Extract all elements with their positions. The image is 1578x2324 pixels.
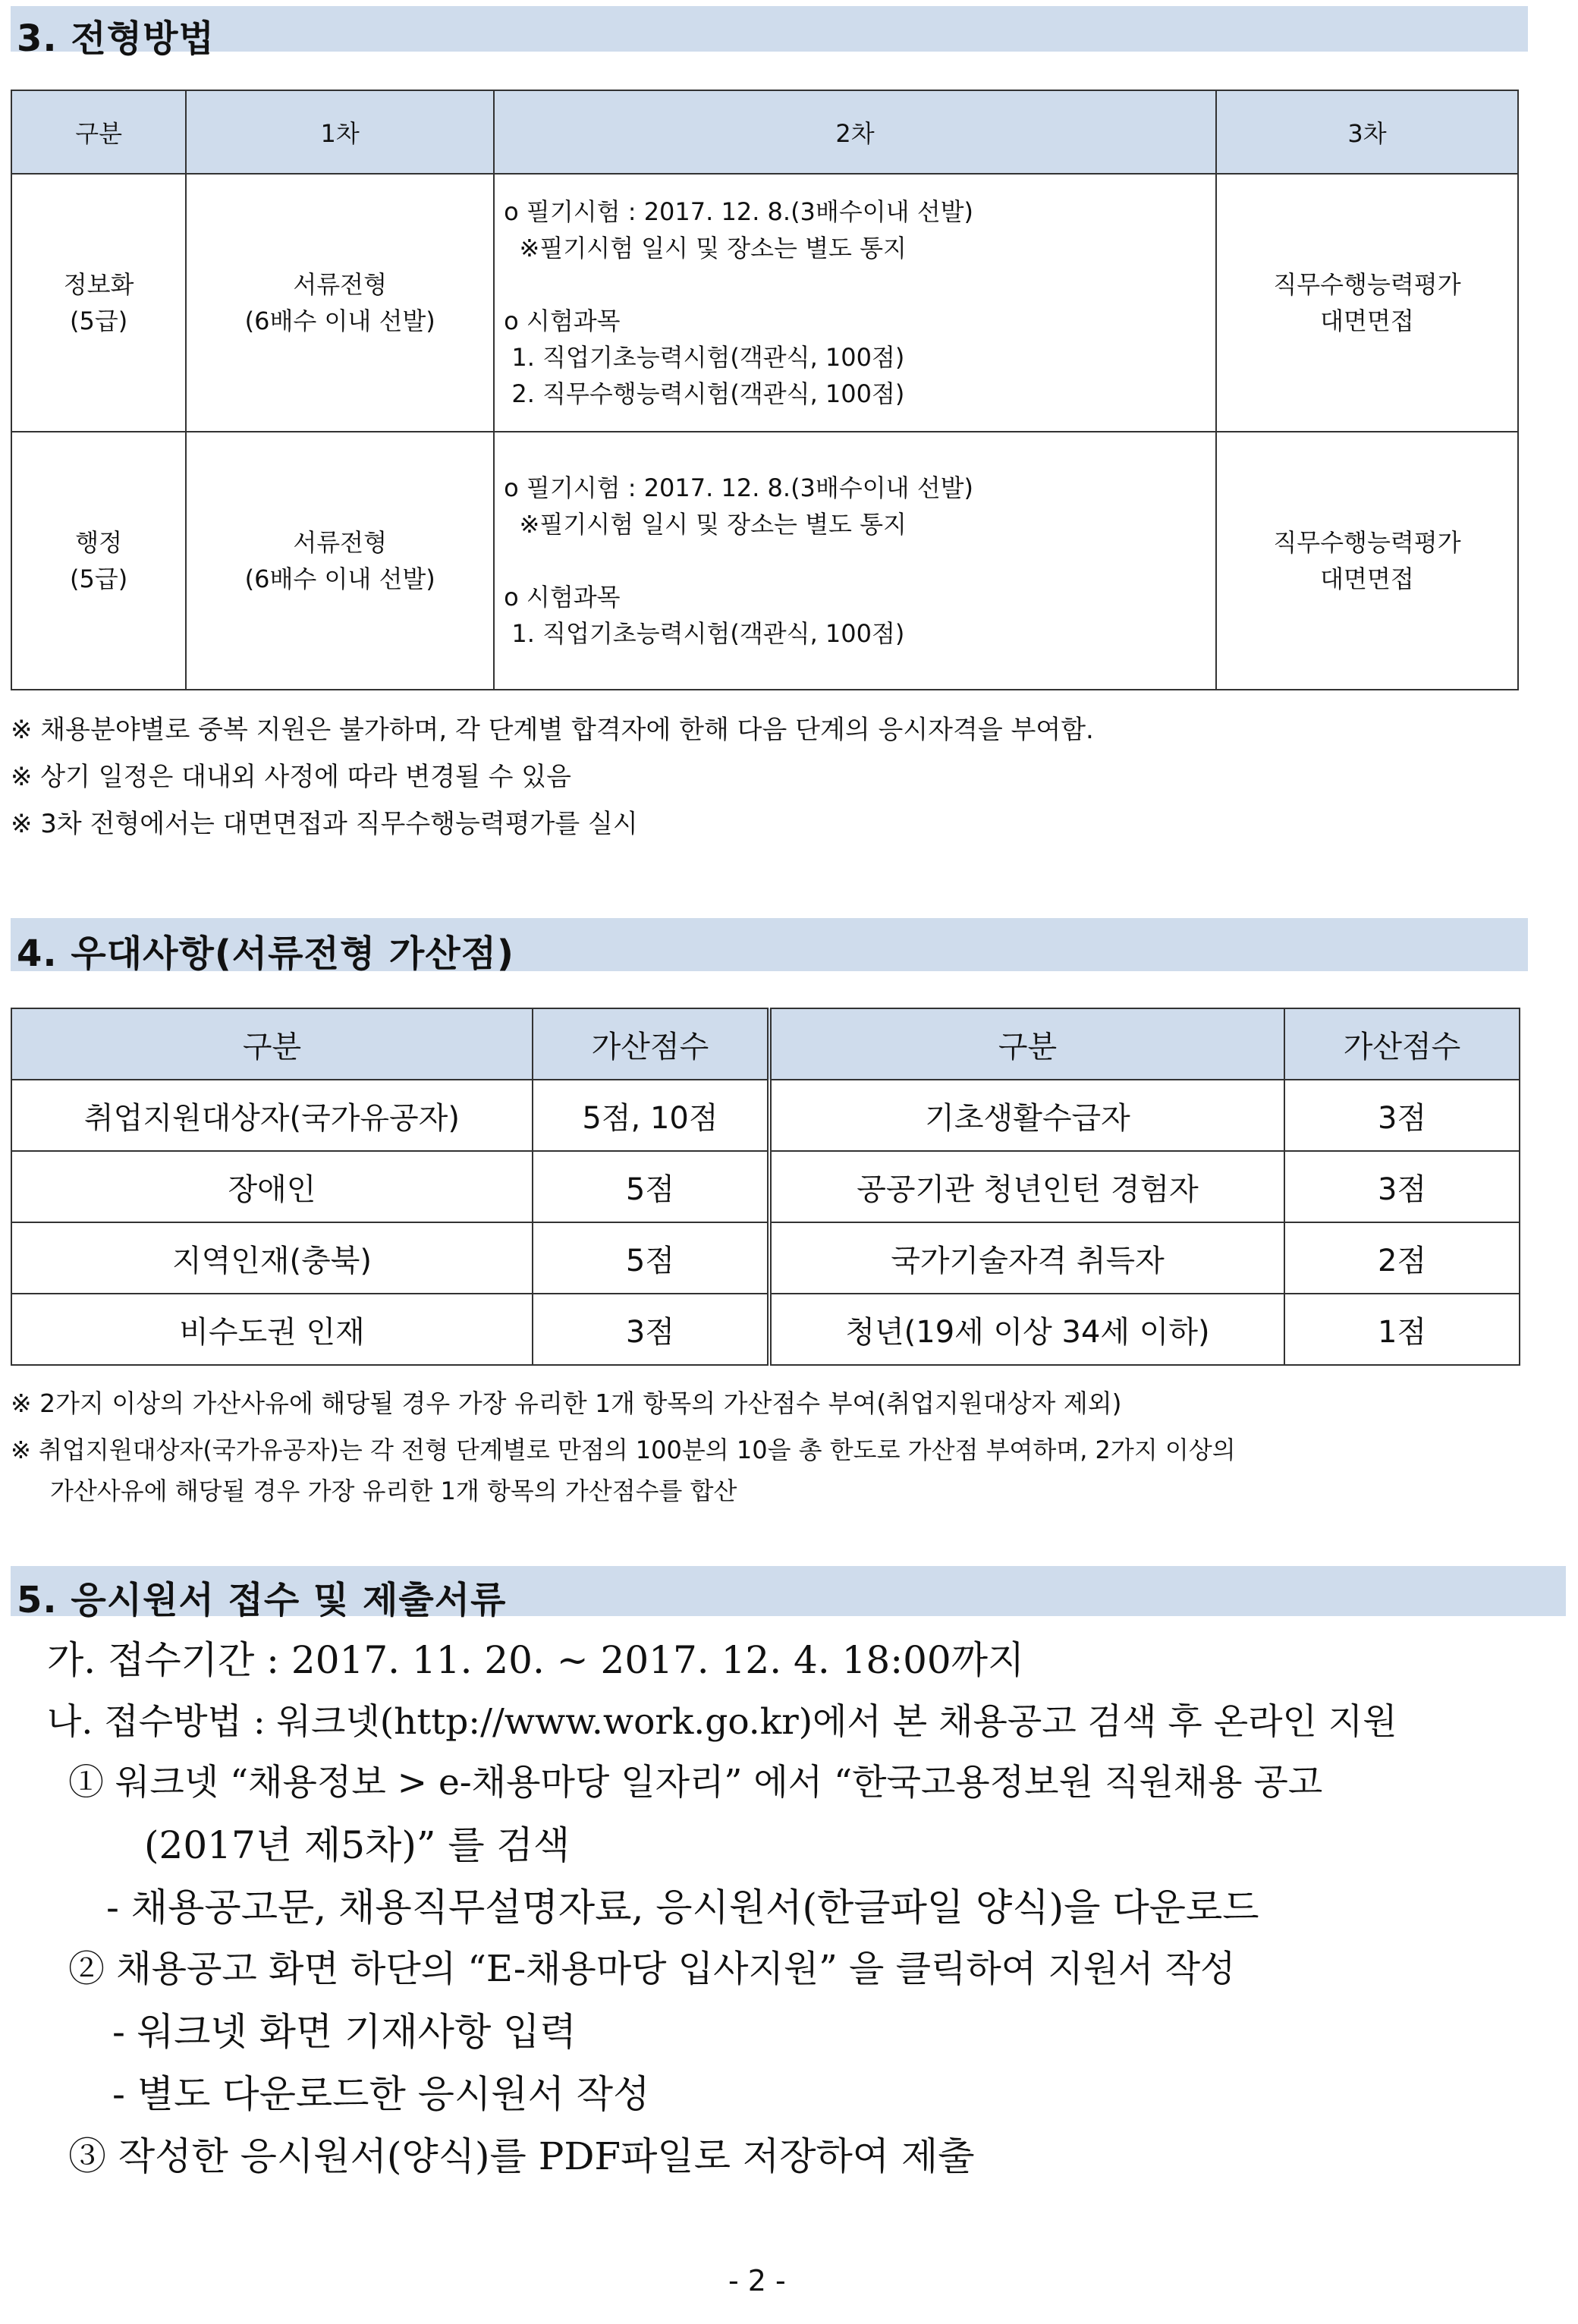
table-header-row xyxy=(11,90,1518,174)
step-1: ① 워크넷 “채용정보 > e-채용마당 일자리” 에서 “한국고용정보원 직원채용 공고 xyxy=(68,1762,1323,1804)
cell-points: 5점 xyxy=(533,1151,769,1222)
header-second: 2차 xyxy=(494,90,1216,174)
row-third: 직무수행능력평가 대면면접 xyxy=(1216,432,1518,690)
header-category: 구분 xyxy=(11,90,186,174)
cell-points: 2점 xyxy=(1284,1222,1520,1294)
application-period: 가. 접수기간 : 2017. 11. 20. ~ 2017. 12. 4. 18:00까지 xyxy=(47,1638,1025,1682)
section4-note: ※ 2가지 이상의 가산사유에 해당될 경우 가장 유리한 1개 항목의 가산점수 부여(취업지원대상자 제외) xyxy=(11,1388,1122,1418)
section4-title: 4. 우대사항(서류전형 가산점) xyxy=(17,932,514,975)
selection-method-table xyxy=(11,90,1519,690)
section4-note: ※ 취업지원대상자(국가유공자)는 각 전형 단계별로 만점의 100분의 10을 총 한도로 가산점 부여하며, 2가지 이상의 xyxy=(11,1436,1236,1464)
step-2-write: - 별도 다운로드한 응시원서 작성 xyxy=(112,2072,650,2116)
section5-title: 5. 응시원서 접수 및 제출서류 xyxy=(17,1579,507,1621)
step-1-continued: (2017년 제5차)” 를 검색 xyxy=(144,1823,571,1867)
table-row xyxy=(11,1151,1520,1222)
cell-category: 취업지원대상자(국가유공자) xyxy=(11,1080,533,1151)
cell-points: 3점 xyxy=(1284,1151,1520,1222)
section3-header-bar xyxy=(11,6,1528,60)
table-row xyxy=(11,1222,1520,1294)
table-row xyxy=(11,432,1518,690)
cell-category: 지역인재(충북) xyxy=(11,1222,533,1294)
preference-points-table xyxy=(11,1008,1520,1366)
cell-points: 3점 xyxy=(1284,1080,1520,1151)
cell-category: 장애인 xyxy=(11,1151,533,1222)
page-number: - 2 - xyxy=(728,2264,786,2297)
row-category: 정보화 (5급) xyxy=(11,174,186,432)
section4-header-bar xyxy=(11,918,1528,975)
section4-note: 가산사유에 해당될 경우 가장 유리한 1개 항목의 가산점수를 합산 xyxy=(50,1476,737,1505)
cell-points: 3점 xyxy=(533,1294,769,1365)
header-points: 가산점수 xyxy=(533,1008,769,1080)
table-row xyxy=(11,1080,1520,1151)
row-first: 서류전형 (6배수 이내 선발) xyxy=(186,432,494,690)
header-third: 3차 xyxy=(1216,90,1518,174)
step-2: ② 채용공고 화면 하단의 “E-채용마당 입사지원” 을 클릭하여 지원서 작성 xyxy=(68,1948,1236,1990)
section3-note: ※ 3차 전형에서는 대면면접과 직무수행능력평가를 실시 xyxy=(11,809,638,839)
header-category: 구분 xyxy=(769,1008,1284,1080)
cell-points: 5점 xyxy=(533,1222,769,1294)
header-first: 1차 xyxy=(186,90,494,174)
step-1-download: - 채용공고문, 채용직무설명자료, 응시원서(한글파일 양식)을 다운로드 xyxy=(106,1885,1259,1929)
section3-note: ※ 상기 일정은 대내외 사정에 따라 변경될 수 있음 xyxy=(11,762,571,792)
row-third: 직무수행능력평가 대면면접 xyxy=(1216,174,1518,432)
table-row xyxy=(11,1294,1520,1365)
cell-points: 1점 xyxy=(1284,1294,1520,1365)
cell-category: 비수도권 인재 xyxy=(11,1294,533,1365)
table-row xyxy=(11,174,1518,432)
section3-title: 3. 전형방법 xyxy=(17,17,215,60)
step-2-input: - 워크넷 화면 기재사항 입력 xyxy=(112,2010,577,2054)
application-method: 나. 접수방법 : 워크넷(http://www.work.go.kr)에서 본 채용공고 검색 후 온라인 지원 xyxy=(47,1701,1397,1743)
header-points: 가산점수 xyxy=(1284,1008,1520,1080)
section5-header-bar xyxy=(11,1566,1566,1621)
row-category: 행정 (5급) xyxy=(11,432,186,690)
header-category: 구분 xyxy=(11,1008,533,1080)
row-first: 서류전형 (6배수 이내 선발) xyxy=(186,174,494,432)
row-second: o 필기시험 : 2017. 12. 8.(3배수이내 선발) ※필기시험 일시 및 장소는 별도 통지 o 시험과목 1. 직업기초능력시험(객관식, 100점) xyxy=(494,432,1216,690)
step-3: ③ 작성한 응시원서(양식)를 PDF파일로 저장하여 제출 xyxy=(68,2134,975,2178)
cell-points: 5점, 10점 xyxy=(533,1080,769,1151)
table-header-row xyxy=(11,1008,1520,1080)
cell-category: 기초생활수급자 xyxy=(769,1080,1284,1151)
row-second: o 필기시험 : 2017. 12. 8.(3배수이내 선발) ※필기시험 일시 및 장소는 별도 통지 o 시험과목 1. 직업기초능력시험(객관식, 100점) 2. 직무수행능력시험(객관식, 100점) xyxy=(494,174,1216,432)
cell-category: 청년(19세 이상 34세 이하) xyxy=(769,1294,1284,1365)
cell-category: 국가기술자격 취득자 xyxy=(769,1222,1284,1294)
cell-category: 공공기관 청년인턴 경험자 xyxy=(769,1151,1284,1222)
section3-note: ※ 채용분야별로 중복 지원은 불가하며, 각 단계별 합격자에 한해 다음 단계의 응시자격을 부여함. xyxy=(11,715,1094,745)
